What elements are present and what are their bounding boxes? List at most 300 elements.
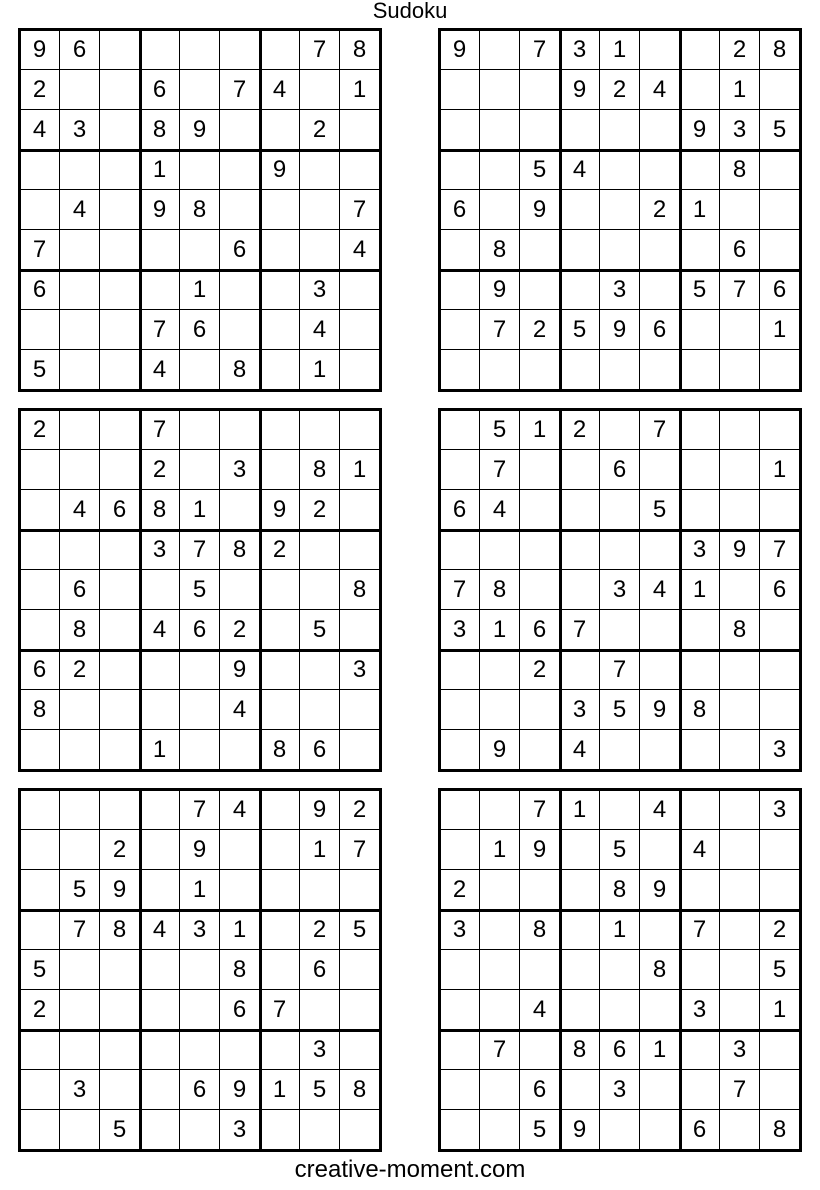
sudoku-cell[interactable]: 9 xyxy=(520,190,560,230)
sudoku-cell[interactable] xyxy=(220,150,260,190)
sudoku-cell[interactable] xyxy=(260,310,300,350)
sudoku-cell[interactable] xyxy=(180,650,220,690)
sudoku-cell[interactable]: 6 xyxy=(60,570,100,610)
sudoku-cell[interactable] xyxy=(300,530,340,570)
sudoku-cell[interactable] xyxy=(220,410,260,450)
sudoku-cell[interactable] xyxy=(340,990,380,1030)
sudoku-cell[interactable] xyxy=(100,410,140,450)
sudoku-cell[interactable] xyxy=(20,1110,60,1150)
sudoku-cell[interactable] xyxy=(720,950,760,990)
sudoku-cell[interactable]: 6 xyxy=(180,610,220,650)
sudoku-cell[interactable] xyxy=(100,650,140,690)
sudoku-cell[interactable]: 7 xyxy=(180,530,220,570)
sudoku-cell[interactable] xyxy=(260,690,300,730)
sudoku-cell[interactable]: 4 xyxy=(60,190,100,230)
sudoku-cell[interactable] xyxy=(480,70,520,110)
sudoku-cell[interactable]: 1 xyxy=(600,30,640,70)
sudoku-cell[interactable] xyxy=(760,1070,800,1110)
sudoku-cell[interactable]: 4 xyxy=(640,70,680,110)
sudoku-cell[interactable] xyxy=(480,110,520,150)
sudoku-cell[interactable] xyxy=(440,230,480,270)
sudoku-cell[interactable] xyxy=(520,870,560,910)
sudoku-cell[interactable] xyxy=(720,830,760,870)
sudoku-cell[interactable]: 3 xyxy=(680,530,720,570)
sudoku-cell[interactable] xyxy=(340,690,380,730)
sudoku-cell[interactable] xyxy=(440,350,480,390)
sudoku-cell[interactable]: 1 xyxy=(760,310,800,350)
sudoku-cell[interactable] xyxy=(180,1030,220,1070)
sudoku-cell[interactable]: 8 xyxy=(180,190,220,230)
sudoku-cell[interactable]: 6 xyxy=(300,950,340,990)
sudoku-cell[interactable] xyxy=(520,950,560,990)
sudoku-cell[interactable]: 3 xyxy=(720,1030,760,1070)
sudoku-cell[interactable]: 7 xyxy=(140,410,180,450)
sudoku-cell[interactable] xyxy=(260,30,300,70)
sudoku-cell[interactable] xyxy=(720,570,760,610)
sudoku-cell[interactable] xyxy=(520,1030,560,1070)
sudoku-cell[interactable] xyxy=(600,110,640,150)
sudoku-cell[interactable] xyxy=(720,650,760,690)
sudoku-cell[interactable]: 8 xyxy=(340,30,380,70)
sudoku-cell[interactable] xyxy=(140,990,180,1030)
sudoku-cell[interactable] xyxy=(60,690,100,730)
sudoku-cell[interactable] xyxy=(440,1110,480,1150)
sudoku-cell[interactable]: 8 xyxy=(480,570,520,610)
sudoku-cell[interactable] xyxy=(220,570,260,610)
sudoku-cell[interactable] xyxy=(440,730,480,770)
sudoku-cell[interactable] xyxy=(720,910,760,950)
sudoku-cell[interactable] xyxy=(100,1030,140,1070)
sudoku-cell[interactable] xyxy=(640,1070,680,1110)
sudoku-cell[interactable] xyxy=(680,490,720,530)
sudoku-cell[interactable]: 9 xyxy=(100,870,140,910)
sudoku-cell[interactable]: 1 xyxy=(340,70,380,110)
sudoku-cell[interactable]: 6 xyxy=(440,190,480,230)
sudoku-cell[interactable] xyxy=(560,1070,600,1110)
sudoku-cell[interactable] xyxy=(600,490,640,530)
sudoku-cell[interactable] xyxy=(440,150,480,190)
sudoku-cell[interactable] xyxy=(520,530,560,570)
sudoku-cell[interactable]: 3 xyxy=(440,910,480,950)
sudoku-cell[interactable] xyxy=(100,530,140,570)
sudoku-cell[interactable]: 9 xyxy=(480,270,520,310)
sudoku-cell[interactable]: 1 xyxy=(760,990,800,1030)
sudoku-cell[interactable] xyxy=(560,870,600,910)
sudoku-cell[interactable] xyxy=(60,310,100,350)
sudoku-cell[interactable]: 7 xyxy=(560,610,600,650)
sudoku-cell[interactable] xyxy=(140,650,180,690)
sudoku-cell[interactable] xyxy=(680,450,720,490)
sudoku-cell[interactable] xyxy=(60,230,100,270)
sudoku-cell[interactable]: 2 xyxy=(440,870,480,910)
sudoku-cell[interactable]: 3 xyxy=(720,110,760,150)
sudoku-cell[interactable]: 9 xyxy=(180,110,220,150)
sudoku-cell[interactable]: 9 xyxy=(20,30,60,70)
sudoku-cell[interactable] xyxy=(140,1110,180,1150)
sudoku-cell[interactable] xyxy=(20,870,60,910)
sudoku-cell[interactable] xyxy=(140,270,180,310)
sudoku-cell[interactable]: 9 xyxy=(560,1110,600,1150)
sudoku-cell[interactable]: 1 xyxy=(260,1070,300,1110)
sudoku-cell[interactable]: 4 xyxy=(20,110,60,150)
sudoku-cell[interactable]: 2 xyxy=(20,990,60,1030)
sudoku-cell[interactable]: 1 xyxy=(600,910,640,950)
sudoku-cell[interactable]: 3 xyxy=(300,1030,340,1070)
sudoku-cell[interactable] xyxy=(640,990,680,1030)
sudoku-cell[interactable] xyxy=(20,610,60,650)
sudoku-cell[interactable] xyxy=(680,70,720,110)
sudoku-cell[interactable]: 7 xyxy=(220,70,260,110)
sudoku-cell[interactable]: 1 xyxy=(180,870,220,910)
sudoku-cell[interactable]: 8 xyxy=(720,610,760,650)
sudoku-cell[interactable] xyxy=(260,950,300,990)
sudoku-cell[interactable] xyxy=(600,530,640,570)
sudoku-cell[interactable] xyxy=(220,830,260,870)
sudoku-cell[interactable] xyxy=(560,990,600,1030)
sudoku-cell[interactable] xyxy=(680,790,720,830)
sudoku-cell[interactable]: 6 xyxy=(300,730,340,770)
sudoku-cell[interactable]: 9 xyxy=(140,190,180,230)
sudoku-cell[interactable]: 6 xyxy=(600,1030,640,1070)
sudoku-cell[interactable] xyxy=(100,310,140,350)
sudoku-cell[interactable]: 8 xyxy=(300,450,340,490)
sudoku-cell[interactable] xyxy=(260,610,300,650)
sudoku-cell[interactable] xyxy=(520,690,560,730)
sudoku-cell[interactable]: 8 xyxy=(480,230,520,270)
sudoku-cell[interactable]: 8 xyxy=(220,530,260,570)
sudoku-cell[interactable] xyxy=(260,110,300,150)
sudoku-cell[interactable]: 4 xyxy=(520,990,560,1030)
sudoku-cell[interactable] xyxy=(180,690,220,730)
sudoku-cell[interactable]: 9 xyxy=(680,110,720,150)
sudoku-cell[interactable]: 8 xyxy=(600,870,640,910)
sudoku-cell[interactable]: 3 xyxy=(60,110,100,150)
sudoku-cell[interactable]: 2 xyxy=(640,190,680,230)
sudoku-cell[interactable] xyxy=(260,650,300,690)
sudoku-cell[interactable] xyxy=(180,450,220,490)
sudoku-cell[interactable] xyxy=(440,1030,480,1070)
sudoku-cell[interactable] xyxy=(680,950,720,990)
sudoku-cell[interactable]: 1 xyxy=(340,450,380,490)
sudoku-cell[interactable] xyxy=(680,230,720,270)
sudoku-cell[interactable] xyxy=(340,950,380,990)
sudoku-cell[interactable] xyxy=(640,110,680,150)
sudoku-cell[interactable]: 5 xyxy=(600,830,640,870)
sudoku-cell[interactable] xyxy=(440,650,480,690)
sudoku-cell[interactable] xyxy=(60,350,100,390)
sudoku-cell[interactable] xyxy=(720,490,760,530)
sudoku-cell[interactable]: 5 xyxy=(600,690,640,730)
sudoku-cell[interactable] xyxy=(760,350,800,390)
sudoku-cell[interactable] xyxy=(440,450,480,490)
sudoku-cell[interactable]: 5 xyxy=(340,910,380,950)
sudoku-cell[interactable] xyxy=(680,350,720,390)
sudoku-cell[interactable] xyxy=(640,530,680,570)
sudoku-cell[interactable] xyxy=(20,190,60,230)
sudoku-cell[interactable]: 5 xyxy=(480,410,520,450)
sudoku-cell[interactable] xyxy=(720,1110,760,1150)
sudoku-cell[interactable] xyxy=(680,650,720,690)
sudoku-cell[interactable] xyxy=(760,190,800,230)
sudoku-cell[interactable]: 8 xyxy=(340,1070,380,1110)
sudoku-cell[interactable] xyxy=(100,30,140,70)
sudoku-cell[interactable] xyxy=(560,910,600,950)
sudoku-cell[interactable] xyxy=(140,870,180,910)
sudoku-cell[interactable] xyxy=(480,530,520,570)
sudoku-cell[interactable] xyxy=(300,690,340,730)
sudoku-cell[interactable] xyxy=(480,1070,520,1110)
sudoku-cell[interactable] xyxy=(440,690,480,730)
sudoku-cell[interactable] xyxy=(180,150,220,190)
sudoku-cell[interactable]: 1 xyxy=(140,730,180,770)
sudoku-cell[interactable]: 7 xyxy=(680,910,720,950)
sudoku-cell[interactable]: 3 xyxy=(300,270,340,310)
sudoku-cell[interactable]: 4 xyxy=(140,350,180,390)
sudoku-cell[interactable]: 5 xyxy=(520,150,560,190)
sudoku-cell[interactable] xyxy=(60,1110,100,1150)
sudoku-cell[interactable]: 7 xyxy=(260,990,300,1030)
sudoku-cell[interactable] xyxy=(140,950,180,990)
sudoku-cell[interactable]: 8 xyxy=(60,610,100,650)
sudoku-cell[interactable]: 8 xyxy=(20,690,60,730)
sudoku-cell[interactable]: 9 xyxy=(480,730,520,770)
sudoku-cell[interactable] xyxy=(300,70,340,110)
sudoku-cell[interactable] xyxy=(600,230,640,270)
sudoku-cell[interactable] xyxy=(760,490,800,530)
sudoku-cell[interactable]: 2 xyxy=(600,70,640,110)
sudoku-cell[interactable] xyxy=(520,350,560,390)
sudoku-cell[interactable] xyxy=(60,830,100,870)
sudoku-cell[interactable] xyxy=(260,230,300,270)
sudoku-cell[interactable] xyxy=(260,350,300,390)
sudoku-cell[interactable] xyxy=(20,790,60,830)
sudoku-cell[interactable] xyxy=(760,830,800,870)
sudoku-cell[interactable]: 8 xyxy=(220,950,260,990)
sudoku-cell[interactable]: 4 xyxy=(680,830,720,870)
sudoku-cell[interactable]: 3 xyxy=(560,30,600,70)
sudoku-cell[interactable] xyxy=(220,310,260,350)
sudoku-cell[interactable]: 1 xyxy=(640,1030,680,1070)
sudoku-cell[interactable]: 9 xyxy=(640,870,680,910)
sudoku-cell[interactable] xyxy=(440,530,480,570)
sudoku-cell[interactable]: 9 xyxy=(300,790,340,830)
sudoku-cell[interactable]: 1 xyxy=(300,830,340,870)
sudoku-cell[interactable] xyxy=(560,110,600,150)
sudoku-cell[interactable] xyxy=(300,1110,340,1150)
sudoku-cell[interactable] xyxy=(340,350,380,390)
sudoku-cell[interactable] xyxy=(560,830,600,870)
sudoku-cell[interactable]: 2 xyxy=(760,910,800,950)
sudoku-cell[interactable]: 5 xyxy=(100,1110,140,1150)
sudoku-cell[interactable] xyxy=(720,870,760,910)
sudoku-cell[interactable]: 1 xyxy=(480,830,520,870)
sudoku-cell[interactable] xyxy=(640,450,680,490)
sudoku-cell[interactable] xyxy=(180,70,220,110)
sudoku-cell[interactable]: 8 xyxy=(100,910,140,950)
sudoku-cell[interactable] xyxy=(100,350,140,390)
sudoku-cell[interactable] xyxy=(560,270,600,310)
sudoku-cell[interactable] xyxy=(480,1110,520,1150)
sudoku-cell[interactable] xyxy=(720,990,760,1030)
sudoku-cell[interactable]: 8 xyxy=(220,350,260,390)
sudoku-cell[interactable] xyxy=(220,870,260,910)
sudoku-cell[interactable] xyxy=(340,610,380,650)
sudoku-cell[interactable] xyxy=(100,70,140,110)
sudoku-cell[interactable] xyxy=(760,650,800,690)
sudoku-cell[interactable]: 6 xyxy=(760,570,800,610)
sudoku-cell[interactable]: 5 xyxy=(60,870,100,910)
sudoku-cell[interactable] xyxy=(340,730,380,770)
sudoku-cell[interactable] xyxy=(340,150,380,190)
sudoku-cell[interactable] xyxy=(140,30,180,70)
sudoku-cell[interactable] xyxy=(20,730,60,770)
sudoku-cell[interactable] xyxy=(680,610,720,650)
sudoku-cell[interactable] xyxy=(560,490,600,530)
sudoku-cell[interactable] xyxy=(680,1030,720,1070)
sudoku-cell[interactable] xyxy=(720,450,760,490)
sudoku-cell[interactable] xyxy=(600,990,640,1030)
sudoku-cell[interactable]: 4 xyxy=(140,910,180,950)
sudoku-cell[interactable] xyxy=(600,150,640,190)
sudoku-cell[interactable] xyxy=(100,610,140,650)
sudoku-cell[interactable] xyxy=(720,410,760,450)
sudoku-cell[interactable] xyxy=(340,490,380,530)
sudoku-cell[interactable] xyxy=(100,230,140,270)
sudoku-cell[interactable]: 4 xyxy=(220,790,260,830)
sudoku-cell[interactable]: 2 xyxy=(260,530,300,570)
sudoku-cell[interactable]: 3 xyxy=(680,990,720,1030)
sudoku-cell[interactable]: 9 xyxy=(180,830,220,870)
sudoku-cell[interactable] xyxy=(640,230,680,270)
sudoku-cell[interactable]: 5 xyxy=(760,110,800,150)
sudoku-cell[interactable] xyxy=(340,270,380,310)
sudoku-cell[interactable] xyxy=(300,190,340,230)
sudoku-cell[interactable]: 9 xyxy=(720,530,760,570)
sudoku-cell[interactable] xyxy=(640,270,680,310)
sudoku-cell[interactable] xyxy=(560,530,600,570)
sudoku-cell[interactable] xyxy=(680,730,720,770)
sudoku-cell[interactable]: 8 xyxy=(760,1110,800,1150)
sudoku-cell[interactable] xyxy=(100,950,140,990)
sudoku-cell[interactable]: 3 xyxy=(60,1070,100,1110)
sudoku-cell[interactable]: 3 xyxy=(760,790,800,830)
sudoku-cell[interactable] xyxy=(180,230,220,270)
sudoku-cell[interactable]: 3 xyxy=(220,1110,260,1150)
sudoku-cell[interactable] xyxy=(760,610,800,650)
sudoku-cell[interactable]: 8 xyxy=(260,730,300,770)
sudoku-cell[interactable] xyxy=(220,190,260,230)
sudoku-cell[interactable]: 7 xyxy=(760,530,800,570)
sudoku-cell[interactable] xyxy=(180,350,220,390)
sudoku-cell[interactable] xyxy=(180,990,220,1030)
sudoku-cell[interactable]: 1 xyxy=(300,350,340,390)
sudoku-cell[interactable] xyxy=(520,730,560,770)
sudoku-cell[interactable]: 6 xyxy=(720,230,760,270)
sudoku-cell[interactable] xyxy=(720,730,760,770)
sudoku-cell[interactable] xyxy=(520,570,560,610)
sudoku-cell[interactable]: 3 xyxy=(220,450,260,490)
sudoku-cell[interactable] xyxy=(680,410,720,450)
sudoku-cell[interactable]: 5 xyxy=(560,310,600,350)
sudoku-cell[interactable] xyxy=(680,30,720,70)
sudoku-cell[interactable] xyxy=(300,570,340,610)
sudoku-cell[interactable]: 8 xyxy=(680,690,720,730)
sudoku-cell[interactable]: 9 xyxy=(260,150,300,190)
sudoku-cell[interactable] xyxy=(440,950,480,990)
sudoku-cell[interactable] xyxy=(520,110,560,150)
sudoku-cell[interactable] xyxy=(520,230,560,270)
sudoku-cell[interactable] xyxy=(20,310,60,350)
sudoku-cell[interactable]: 3 xyxy=(340,650,380,690)
sudoku-cell[interactable]: 6 xyxy=(20,650,60,690)
sudoku-cell[interactable]: 4 xyxy=(640,790,680,830)
sudoku-cell[interactable] xyxy=(760,230,800,270)
sudoku-cell[interactable]: 2 xyxy=(520,310,560,350)
sudoku-cell[interactable]: 8 xyxy=(140,490,180,530)
sudoku-cell[interactable] xyxy=(520,450,560,490)
sudoku-cell[interactable] xyxy=(140,230,180,270)
sudoku-cell[interactable] xyxy=(260,270,300,310)
sudoku-cell[interactable] xyxy=(260,870,300,910)
sudoku-cell[interactable]: 2 xyxy=(220,610,260,650)
sudoku-cell[interactable]: 1 xyxy=(760,450,800,490)
sudoku-cell[interactable] xyxy=(760,150,800,190)
sudoku-cell[interactable]: 4 xyxy=(340,230,380,270)
sudoku-cell[interactable] xyxy=(260,830,300,870)
sudoku-cell[interactable] xyxy=(20,570,60,610)
sudoku-cell[interactable] xyxy=(140,790,180,830)
sudoku-cell[interactable]: 7 xyxy=(720,270,760,310)
sudoku-cell[interactable] xyxy=(440,830,480,870)
sudoku-cell[interactable]: 6 xyxy=(100,490,140,530)
sudoku-cell[interactable] xyxy=(720,690,760,730)
sudoku-cell[interactable]: 7 xyxy=(640,410,680,450)
sudoku-cell[interactable]: 9 xyxy=(260,490,300,530)
sudoku-cell[interactable]: 7 xyxy=(480,450,520,490)
sudoku-cell[interactable] xyxy=(140,830,180,870)
sudoku-cell[interactable]: 9 xyxy=(440,30,480,70)
sudoku-cell[interactable] xyxy=(480,910,520,950)
sudoku-cell[interactable] xyxy=(480,990,520,1030)
sudoku-cell[interactable]: 3 xyxy=(440,610,480,650)
sudoku-cell[interactable]: 5 xyxy=(20,950,60,990)
sudoku-cell[interactable] xyxy=(640,650,680,690)
sudoku-cell[interactable] xyxy=(260,190,300,230)
sudoku-cell[interactable] xyxy=(260,1110,300,1150)
sudoku-cell[interactable] xyxy=(260,410,300,450)
sudoku-cell[interactable] xyxy=(300,650,340,690)
sudoku-cell[interactable] xyxy=(180,410,220,450)
sudoku-cell[interactable] xyxy=(340,1110,380,1150)
sudoku-cell[interactable] xyxy=(60,950,100,990)
sudoku-cell[interactable]: 2 xyxy=(300,910,340,950)
sudoku-cell[interactable] xyxy=(100,1070,140,1110)
sudoku-cell[interactable] xyxy=(140,1030,180,1070)
sudoku-cell[interactable] xyxy=(60,990,100,1030)
sudoku-cell[interactable] xyxy=(440,110,480,150)
sudoku-cell[interactable]: 1 xyxy=(720,70,760,110)
sudoku-cell[interactable]: 2 xyxy=(20,70,60,110)
sudoku-cell[interactable] xyxy=(100,270,140,310)
sudoku-cell[interactable]: 5 xyxy=(300,610,340,650)
sudoku-cell[interactable] xyxy=(720,310,760,350)
sudoku-cell[interactable]: 8 xyxy=(340,570,380,610)
sudoku-cell[interactable]: 1 xyxy=(560,790,600,830)
sudoku-cell[interactable] xyxy=(60,70,100,110)
sudoku-cell[interactable]: 3 xyxy=(180,910,220,950)
sudoku-cell[interactable]: 7 xyxy=(340,830,380,870)
sudoku-cell[interactable]: 4 xyxy=(260,70,300,110)
